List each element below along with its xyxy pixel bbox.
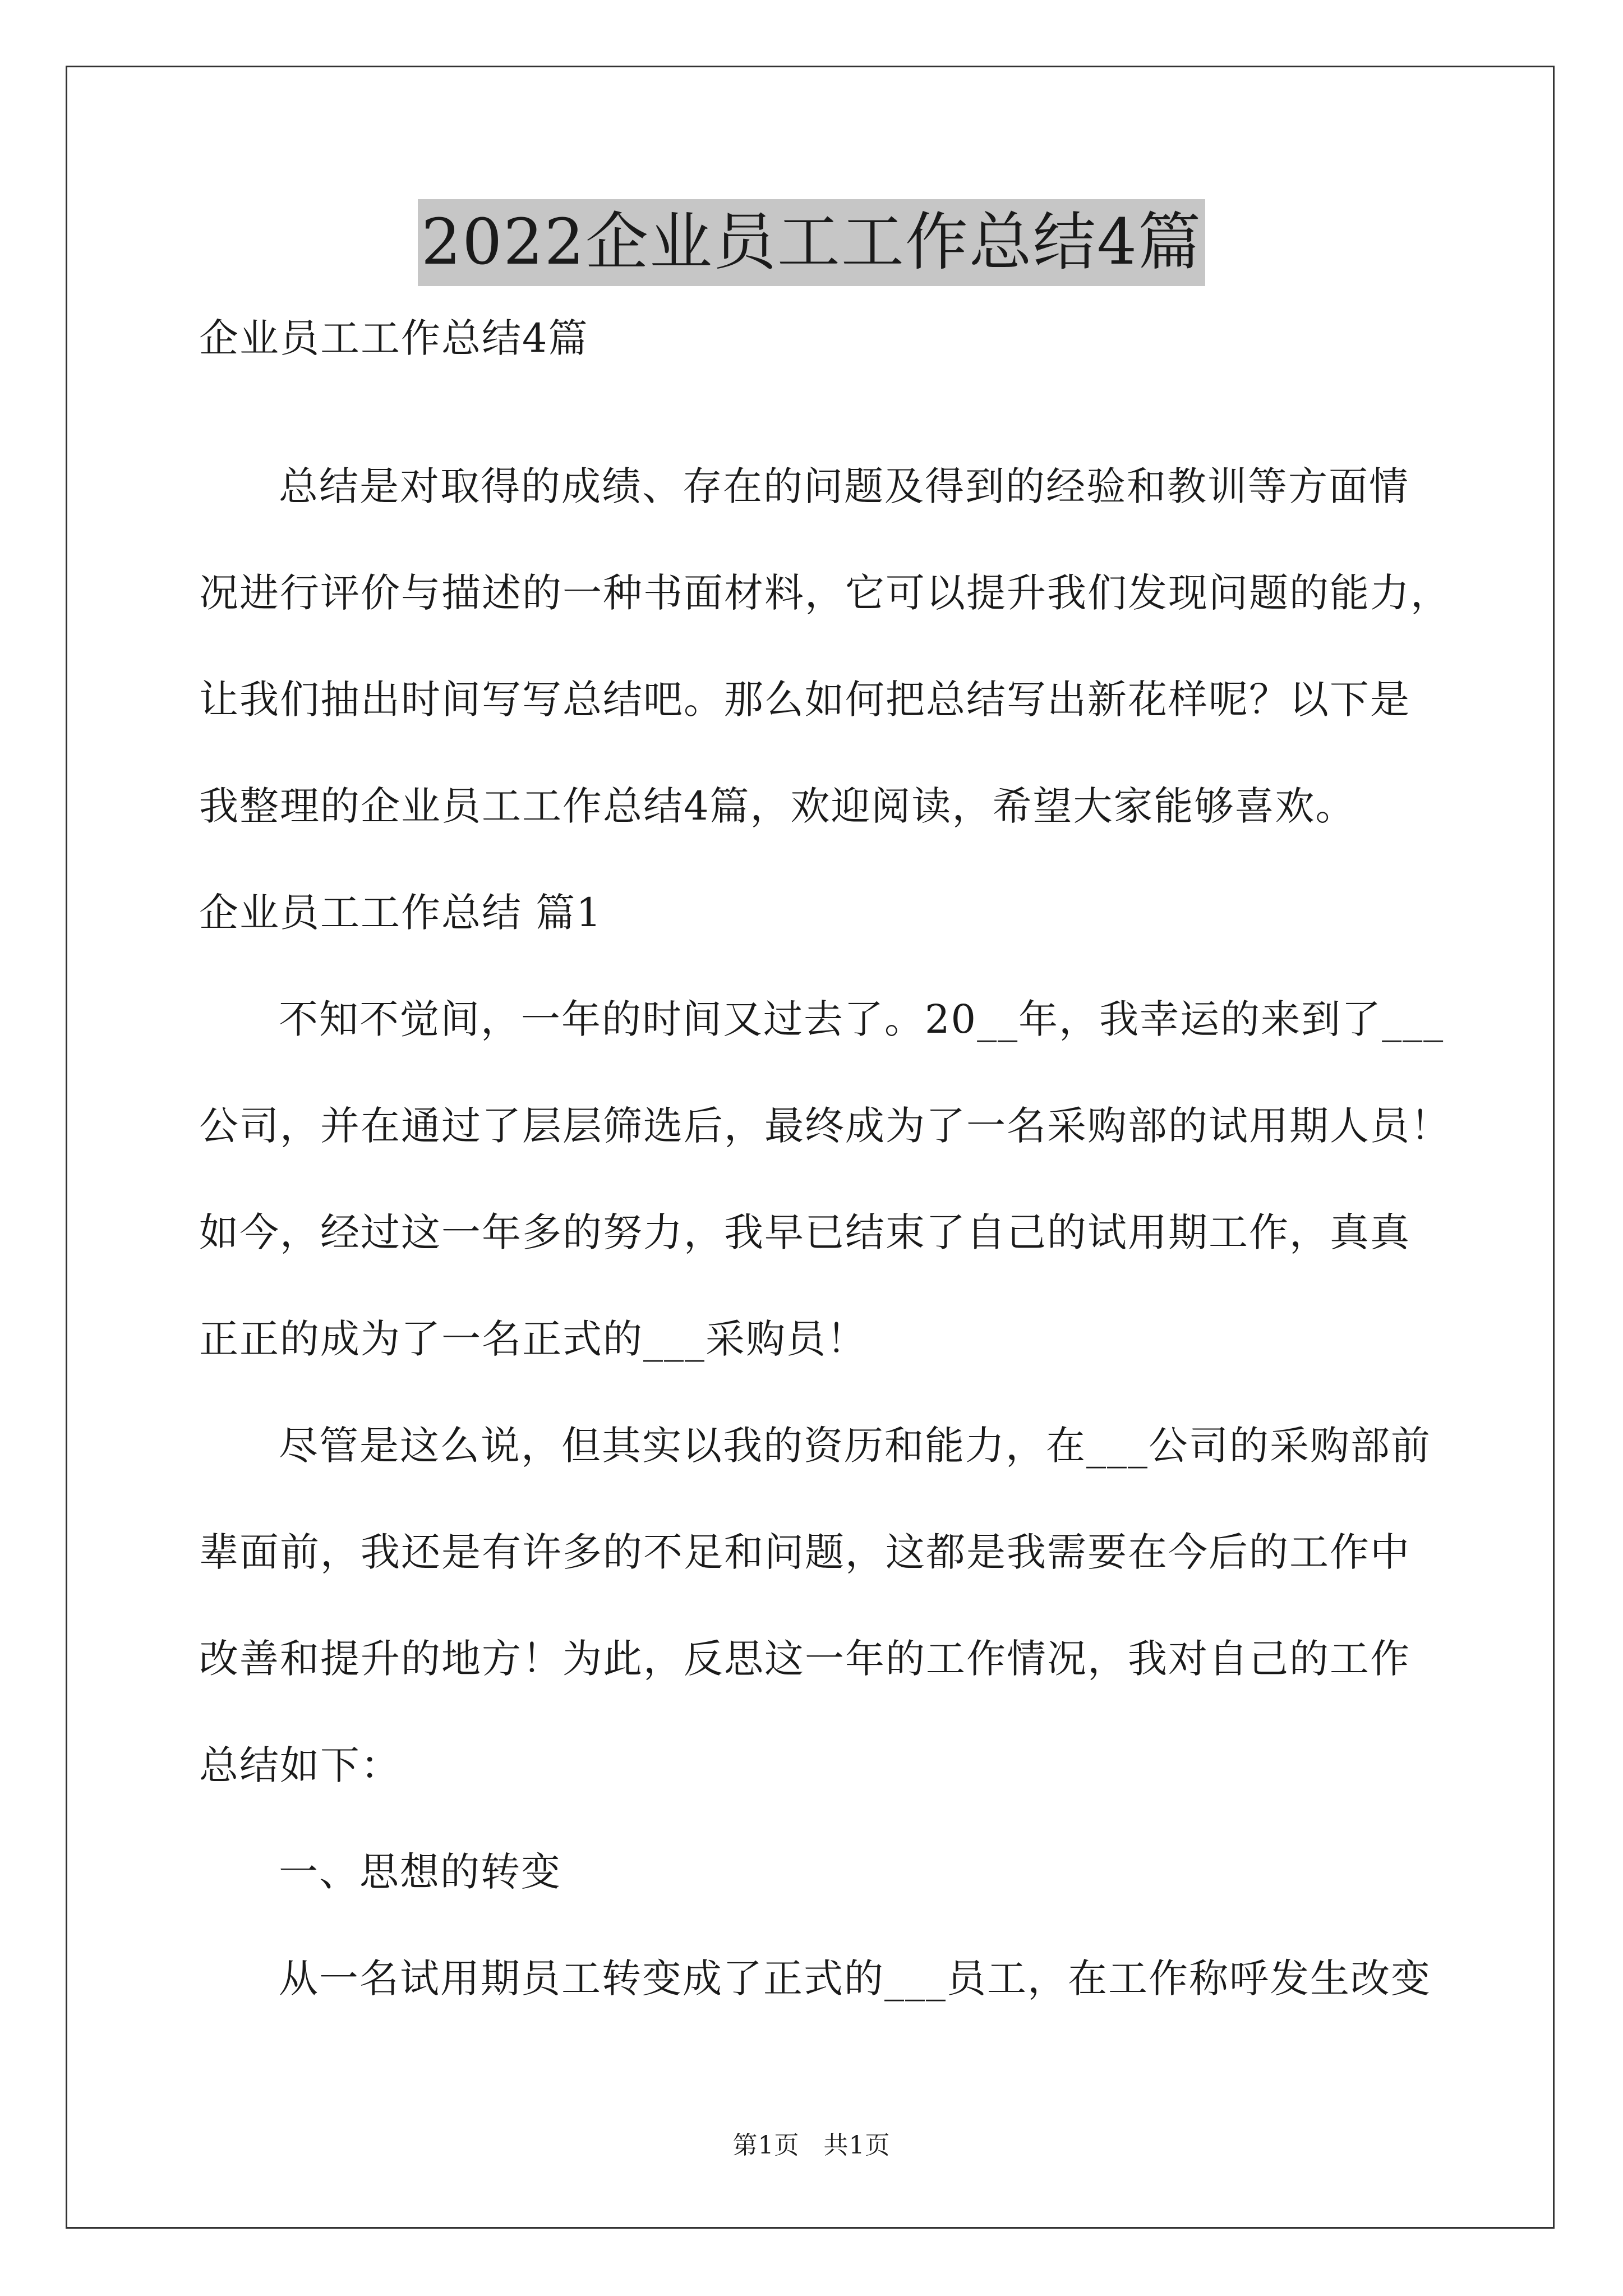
paragraph-line: 让我们抽出时间写写总结吧。那么如何把总结写出新花样呢？以下是	[199, 677, 1410, 723]
paragraph-line: 不知不觉间，一年的时间又过去了。20__年，我幸运的来到了___	[279, 996, 1445, 1042]
paragraph-line: 公司，并在通过了层层筛选后，最终成为了一名采购部的试用期人员！	[199, 1103, 1451, 1149]
paragraph-line: 况进行评价与描述的一种书面材料，它可以提升我们发现问题的能力，	[199, 570, 1451, 616]
paragraph-line: 改善和提升的地方！为此，反思这一年的工作情况，我对自己的工作	[199, 1636, 1410, 1682]
subtitle-line: 企业员工工作总结4篇	[199, 315, 589, 361]
paragraph-line: 我整理的企业员工工作总结4篇，欢迎阅读，希望大家能够喜欢。	[199, 783, 1356, 829]
document-title: 2022企业员工工作总结4篇	[418, 199, 1205, 286]
subheading-line: 一、思想的转变	[279, 1849, 561, 1895]
page-footer	[0, 2129, 1623, 2162]
paragraph-line: 从一名试用期员工转变成了正式的___员工，在工作称呼发生改变	[279, 1955, 1431, 2001]
section-heading: 企业员工工作总结 篇1	[199, 890, 602, 936]
page-total: 共1页	[823, 2131, 891, 2160]
paragraph-line: 总结是对取得的成绩、存在的问题及得到的经验和教训等方面情	[279, 463, 1409, 509]
paragraph-line: 总结如下：	[199, 1742, 401, 1788]
title-wrap	[0, 199, 1623, 286]
paragraph-line: 如今，经过这一年多的努力，我早已结束了自己的试用期工作，真真	[199, 1209, 1410, 1255]
page-current: 第1页	[732, 2131, 800, 2160]
paragraph-line: 尽管是这么说，但其实以我的资历和能力，在___公司的采购部前	[279, 1423, 1431, 1469]
paragraph-line: 辈面前，我还是有许多的不足和问题，这都是我需要在今后的工作中	[199, 1529, 1410, 1575]
paragraph-line: 正正的成为了一名正式的___采购员！	[199, 1316, 867, 1362]
